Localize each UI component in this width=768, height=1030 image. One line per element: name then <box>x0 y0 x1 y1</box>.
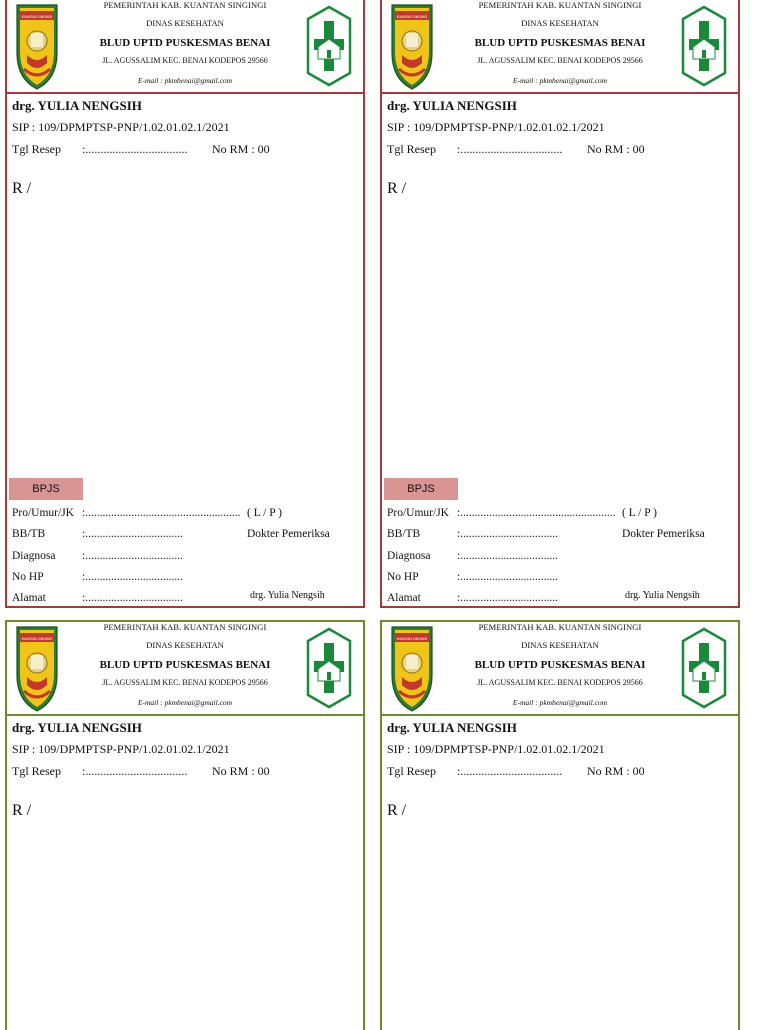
examiner-label: Dokter Pemeriksa <box>247 528 330 540</box>
tgl-resep-value: :.................................. <box>457 142 563 156</box>
alamat-label: Alamat <box>12 592 46 604</box>
puskesmas-cross-icon <box>681 626 727 710</box>
no-rm: No RM : 00 <box>212 764 270 778</box>
sip-number: SIP : 109/DPMPTSP-PNP/1.02.01.02.1/2021 <box>12 742 230 756</box>
bbtb-label: BB/TB <box>387 528 421 540</box>
letterhead <box>7 0 363 94</box>
prescription-card-4 <box>380 620 740 1030</box>
no-rm: No RM : 00 <box>587 142 645 156</box>
gender-option: ( L / P ) <box>622 507 657 519</box>
doctor-name: drg. YULIA NENGSIH <box>387 98 517 113</box>
rx-symbol: R / <box>387 180 407 197</box>
gender-option: ( L / P ) <box>247 507 282 519</box>
hp-value: :.................................. <box>82 571 183 583</box>
sip-number: SIP : 109/DPMPTSP-PNP/1.02.01.02.1/2021 <box>387 120 605 134</box>
bpjs-badge: BPJS <box>9 478 83 500</box>
tgl-resep-label: Tgl Resep <box>387 142 436 156</box>
doctor-name: drg. YULIA NENGSIH <box>387 720 517 735</box>
rx-symbol: R / <box>12 802 32 819</box>
gov-line: PEMERINTAH KAB. KUANTAN SINGINGI <box>478 0 642 10</box>
doctor-name: drg. YULIA NENGSIH <box>12 720 142 735</box>
prescription-card-1 <box>5 0 365 608</box>
address: JL. AGUSSALIM KEC. BENAI KODEPOS 29566 <box>102 678 268 687</box>
gov-line: PEMERINTAH KAB. KUANTAN SINGINGI <box>478 622 642 632</box>
dept-line: DINAS KESEHATAN <box>521 640 599 650</box>
address: JL. AGUSSALIM KEC. BENAI KODEPOS 29566 <box>477 678 643 687</box>
facility-name: BLUD UPTD PUSKESMAS BENAI <box>99 659 271 671</box>
hp-label: No HP <box>12 571 44 583</box>
bbtb-value: :.................................. <box>457 528 558 540</box>
sip-number: SIP : 109/DPMPTSP-PNP/1.02.01.02.1/2021 <box>387 742 605 756</box>
address: JL. AGUSSALIM KEC. BENAI KODEPOS 29566 <box>477 56 643 65</box>
pro-value: :...................................................... <box>457 507 616 519</box>
tgl-resep-value: :.................................. <box>82 142 188 156</box>
hp-value: :.................................. <box>457 571 558 583</box>
dept-line: DINAS KESEHATAN <box>146 640 224 650</box>
pro-label: Pro/Umur/JK <box>12 507 74 519</box>
gov-line: PEMERINTAH KAB. KUANTAN SINGINGI <box>103 622 267 632</box>
puskesmas-cross-icon <box>306 4 352 88</box>
svg-text:KUANTAN SINGINGI: KUANTAN SINGINGI <box>396 15 428 19</box>
puskesmas-cross-icon <box>306 626 352 710</box>
prescription-card-2 <box>380 0 740 608</box>
email: E-mail : pkmbenai@gmail.com <box>512 76 608 85</box>
svg-text:KUANTAN SINGINGI: KUANTAN SINGINGI <box>396 637 428 641</box>
dept-line: DINAS KESEHATAN <box>521 18 599 28</box>
gov-line: PEMERINTAH KAB. KUANTAN SINGINGI <box>103 0 267 10</box>
bpjs-badge: BPJS <box>384 478 458 500</box>
email: E-mail : pkmbenai@gmail.com <box>512 698 608 707</box>
address: JL. AGUSSALIM KEC. BENAI KODEPOS 29566 <box>102 56 268 65</box>
tgl-resep-value: :.................................. <box>82 764 188 778</box>
pro-label: Pro/Umur/JK <box>387 507 449 519</box>
letterhead <box>382 622 738 716</box>
facility-name: BLUD UPTD PUSKESMAS BENAI <box>99 37 271 49</box>
doctor-name: drg. YULIA NENGSIH <box>12 98 142 113</box>
alamat-value: :.................................. <box>82 592 183 604</box>
alamat-label: Alamat <box>387 592 421 604</box>
tgl-resep-label: Tgl Resep <box>387 764 436 778</box>
svg-text:KUANTAN SINGINGI: KUANTAN SINGINGI <box>21 15 53 19</box>
dept-line: DINAS KESEHATAN <box>146 18 224 28</box>
pro-value: :...................................................... <box>82 507 241 519</box>
email: E-mail : pkmbenai@gmail.com <box>137 698 233 707</box>
diagnosa-value: :.................................. <box>457 550 558 562</box>
diagnosa-label: Diagnosa <box>12 550 56 562</box>
examiner-label: Dokter Pemeriksa <box>622 528 705 540</box>
facility-name: BLUD UPTD PUSKESMAS BENAI <box>474 37 646 49</box>
puskesmas-cross-icon <box>681 4 727 88</box>
alamat-value: :.................................. <box>457 592 558 604</box>
no-rm: No RM : 00 <box>587 764 645 778</box>
letterhead <box>7 622 363 716</box>
tgl-resep-label: Tgl Resep <box>12 764 61 778</box>
prescription-card-3 <box>5 620 365 1030</box>
signature-name: drg. Yulia Nengsih <box>625 590 700 601</box>
facility-name: BLUD UPTD PUSKESMAS BENAI <box>474 659 646 671</box>
rx-symbol: R / <box>12 180 32 197</box>
diagnosa-value: :.................................. <box>82 550 183 562</box>
no-rm: No RM : 00 <box>212 142 270 156</box>
signature-name: drg. Yulia Nengsih <box>250 590 325 601</box>
letterhead <box>382 0 738 94</box>
email: E-mail : pkmbenai@gmail.com <box>137 76 233 85</box>
rx-symbol: R / <box>387 802 407 819</box>
tgl-resep-label: Tgl Resep <box>12 142 61 156</box>
sip-number: SIP : 109/DPMPTSP-PNP/1.02.01.02.1/2021 <box>12 120 230 134</box>
hp-label: No HP <box>387 571 419 583</box>
svg-text:KUANTAN SINGINGI: KUANTAN SINGINGI <box>21 637 53 641</box>
tgl-resep-value: :.................................. <box>457 764 563 778</box>
bbtb-value: :.................................. <box>82 528 183 540</box>
diagnosa-label: Diagnosa <box>387 550 431 562</box>
bbtb-label: BB/TB <box>12 528 46 540</box>
